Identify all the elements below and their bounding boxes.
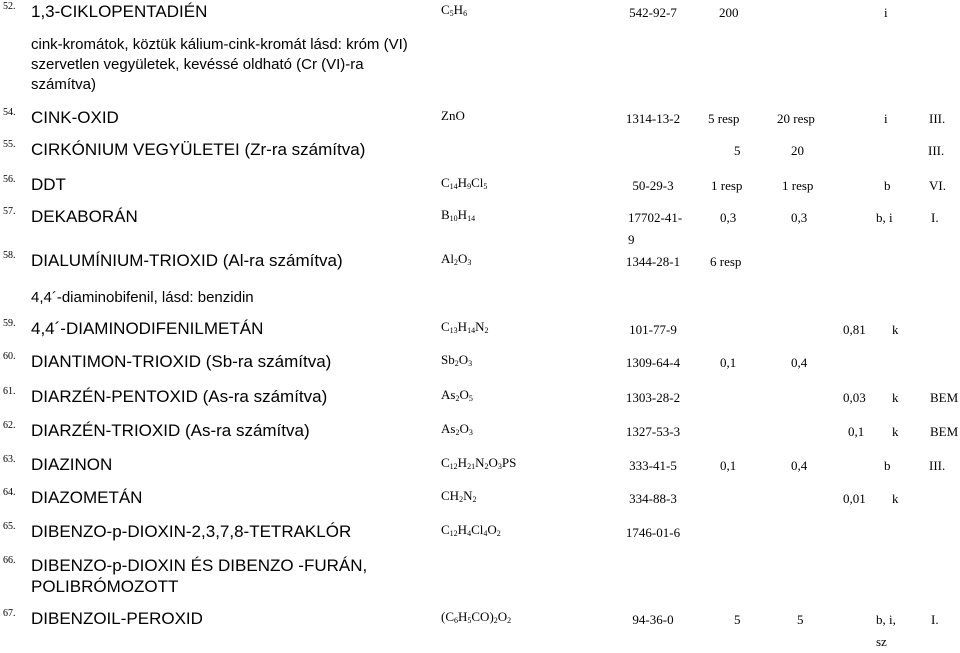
marker: 0,1 bbox=[848, 424, 865, 439]
cas-number: 333-41-5 bbox=[629, 458, 677, 473]
chemical-formula: $As_2O_3$ bbox=[441, 421, 473, 437]
category: k bbox=[892, 424, 899, 439]
row-number: 58. bbox=[3, 250, 16, 261]
row-number: 55. bbox=[3, 139, 16, 150]
limit-value-1: 5 resp bbox=[708, 111, 740, 126]
chemical-formula: $As_2O_5$ bbox=[441, 387, 473, 403]
row-number: 64. bbox=[3, 487, 16, 498]
category: k bbox=[892, 322, 899, 337]
category: III. bbox=[929, 111, 946, 126]
cas-number: 1303-28-2 bbox=[625, 390, 681, 405]
chemical-formula: $C_{12}H_{21}N_2O_3PS$ bbox=[441, 455, 517, 471]
marker: b bbox=[884, 178, 891, 193]
row-number: 54. bbox=[3, 107, 16, 118]
limit-value-2: 0,4 bbox=[791, 458, 808, 473]
category: k bbox=[892, 491, 899, 506]
limit-value-2: 5 bbox=[797, 612, 804, 627]
limit-value-1: 0,3 bbox=[720, 210, 737, 225]
marker: 0,81 bbox=[843, 322, 866, 337]
substance-name: DIBENZO-p-DIOXIN ÉS DIBENZO -FURÁN, POLIBRÓMOZOTT bbox=[31, 556, 368, 596]
cas-number: 1344-28-1 bbox=[625, 254, 681, 269]
marker: 0,03 bbox=[843, 390, 866, 405]
limit-value-2: 0,3 bbox=[791, 210, 808, 225]
cas-number: 94-36-0 bbox=[632, 612, 674, 627]
limit-value-2: 20 resp bbox=[777, 111, 815, 126]
chemical-formula: $C_{14}H_9Cl_5$ bbox=[441, 175, 488, 191]
category: k bbox=[892, 390, 899, 405]
category: I. bbox=[931, 210, 939, 225]
category: III. bbox=[928, 143, 945, 158]
limit-value-2: 1 resp bbox=[782, 178, 814, 193]
cas-number: 1746-01-6 bbox=[625, 525, 681, 540]
substance-name: DIANTIMON-TRIOXID (Sb-ra számítva) bbox=[31, 352, 332, 371]
substance-name: DIBENZOIL-PEROXID bbox=[31, 609, 203, 628]
substance-name: DIARZÉN-PENTOXID (As-ra számítva) bbox=[31, 387, 328, 406]
substance-name: DIBENZO-p-DIOXIN-2,3,7,8-TETRAKLÓR bbox=[31, 522, 352, 541]
substance-name: DIARZÉN-TRIOXID (As-ra számítva) bbox=[31, 421, 310, 440]
marker: i bbox=[884, 111, 888, 126]
row-number: 56. bbox=[3, 174, 16, 185]
substance-name: CIRKÓNIUM VEGYÜLETEI (Zr-ra számítva) bbox=[31, 140, 366, 159]
cas-number: 1327-53-3 bbox=[625, 424, 681, 439]
cas-number: 50-29-3 bbox=[632, 178, 674, 193]
row-number: 52. bbox=[3, 1, 16, 12]
limit-value-1: 200 bbox=[719, 5, 739, 20]
limit-value-1: 1 resp bbox=[711, 178, 743, 193]
marker: b, i, sz bbox=[876, 612, 896, 649]
substance-name: CINK-OXID bbox=[31, 108, 119, 127]
chemical-formula: $C_5H_6$ bbox=[441, 2, 468, 18]
row-number: 60. bbox=[3, 351, 16, 362]
row-number: 65. bbox=[3, 521, 16, 532]
limit-value-2: 20 bbox=[791, 143, 804, 158]
note-code: BEM bbox=[930, 424, 959, 439]
row-number: 63. bbox=[3, 454, 16, 465]
marker: 0,01 bbox=[843, 491, 866, 506]
substance-name: DIAZOMETÁN bbox=[31, 488, 143, 507]
row-number: 66. bbox=[3, 555, 16, 566]
substance-name: DIALUMÍNIUM-TRIOXID (Al-ra számítva) bbox=[31, 251, 343, 270]
cas-number: 1309-64-4 bbox=[625, 355, 681, 370]
chemical-formula: $Sb_2O_3$ bbox=[441, 352, 473, 368]
cas-number: 1314-13-2 bbox=[625, 111, 681, 126]
substance-name: 1,3-CIKLOPENTADIÉN bbox=[31, 2, 208, 21]
marker: i bbox=[884, 5, 888, 20]
cas-number: 542-92-7 bbox=[629, 5, 677, 20]
row-number: 59. bbox=[3, 318, 16, 329]
chemical-formula: $C_{12}H_4Cl_4O_2$ bbox=[441, 522, 501, 538]
row-number: 61. bbox=[3, 386, 16, 397]
limit-value-1: 0,1 bbox=[720, 355, 737, 370]
row-number: 67. bbox=[3, 608, 16, 619]
marker: b bbox=[884, 458, 891, 473]
chemical-formula: $CH_2N_2$ bbox=[441, 488, 477, 504]
chemical-formula: $(C_6H_5CO)_2O_2$ bbox=[441, 609, 512, 625]
cross-reference-note: cink-kromátok, köztük kálium-cink-kromát lásd: króm (VI) szervetlen vegyületek, kevéssé oldható (Cr (VI)-ra számítva) bbox=[31, 36, 408, 93]
substance-name: 4,4´-DIAMINODIFENILMETÁN bbox=[31, 319, 264, 338]
limit-value-1: 0,1 bbox=[720, 458, 737, 473]
limit-value-2: 0,4 bbox=[791, 355, 808, 370]
chemical-formula: ZnO bbox=[441, 108, 465, 123]
category: I. bbox=[931, 612, 939, 627]
note-code: BEM bbox=[930, 390, 959, 405]
substance-name: DDT bbox=[31, 175, 66, 194]
cas-number: 17702-41- 9 bbox=[628, 210, 683, 247]
category: III. bbox=[929, 458, 946, 473]
cross-reference-note: 4,4´-diaminobifenil, lásd: benzidin bbox=[31, 289, 254, 306]
chemical-formula: $C_{13}H_{14}N_2$ bbox=[441, 319, 489, 335]
substance-name: DIAZINON bbox=[31, 455, 113, 474]
cas-number: 334-88-3 bbox=[629, 491, 677, 506]
row-number: 57. bbox=[3, 206, 16, 217]
limit-value-1: 6 resp bbox=[710, 254, 742, 269]
limit-value-1: 5 bbox=[734, 612, 741, 627]
cas-number: 101-77-9 bbox=[629, 322, 677, 337]
chemical-formula: $Al_2O_3$ bbox=[441, 251, 472, 267]
limit-value-1: 5 bbox=[734, 143, 741, 158]
category: VI. bbox=[929, 178, 946, 193]
marker: b, i bbox=[876, 210, 893, 225]
chemical-formula: $B_{10}H_{14}$ bbox=[441, 207, 476, 223]
substance-name: DEKABORÁN bbox=[31, 207, 138, 226]
row-number: 62. bbox=[3, 420, 16, 431]
